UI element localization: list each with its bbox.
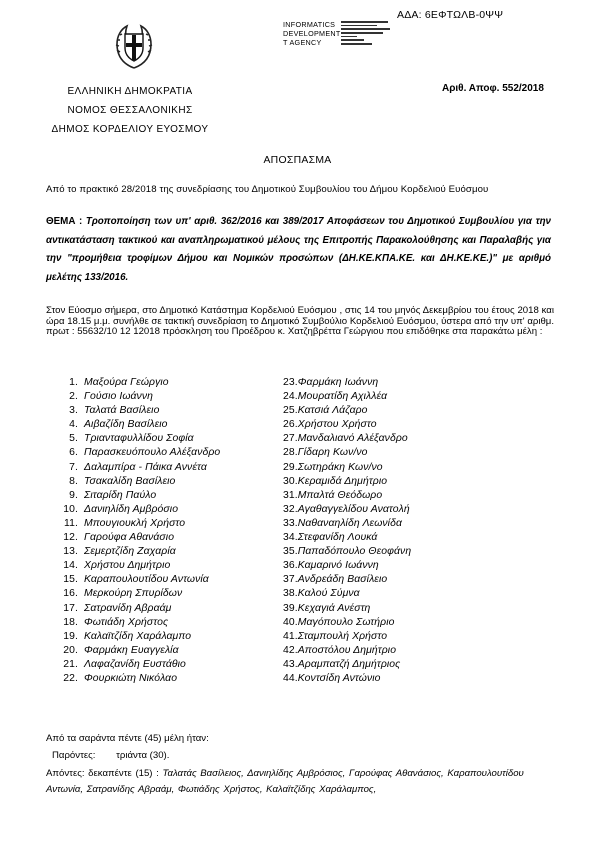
member-number: 42. <box>283 644 298 656</box>
member-name: Καμαρινό Ιωάννη <box>297 560 379 572</box>
member-name: Παπαδόπουλο Θεοφάνη <box>297 546 412 558</box>
member-number: 28. <box>283 447 298 459</box>
member-name: Γούσιο Ιωάννη <box>84 391 154 403</box>
member-item <box>283 616 503 630</box>
subject-label: ΘΕΜΑ : <box>46 216 83 227</box>
member-number: 13. <box>63 546 78 558</box>
member-item <box>283 630 503 644</box>
member-item <box>283 376 503 390</box>
member-item <box>283 573 503 587</box>
member-number: 36. <box>283 560 298 572</box>
member-name: Μπαλτά Θεόδωρο <box>297 489 383 501</box>
member-number: 10. <box>63 503 78 515</box>
minutes-reference: Από το πρακτικό 28/2018 της συνεδρίασης του Δημοτικού Συμβουλίου του Δήμου Κορδελιού Ευόσμου <box>46 184 489 195</box>
member-name: Μανδαλιανό Αλέξανδρο <box>297 433 408 445</box>
member-number: 12. <box>63 532 78 544</box>
member-name: Ναθαναηλίδη Λεωνίδα <box>297 517 402 529</box>
member-name: Ταλατά Βασίλειο <box>84 405 160 417</box>
member-number: 20. <box>63 644 78 656</box>
member-item <box>60 630 280 644</box>
member-name: Λαφαζανίδη Ευστάθιο <box>84 658 186 670</box>
member-number: 17. <box>63 602 78 614</box>
member-name: Καλού Σύμνα <box>297 588 360 600</box>
member-number: 30. <box>283 475 298 487</box>
ida-text-line: T AGENCY <box>283 38 322 47</box>
member-number: 22. <box>63 672 78 684</box>
member-name: Σατρανίδη Αβραάμ <box>84 602 172 614</box>
ida-logo <box>283 20 395 54</box>
member-name: Δαλαμπίρα - Πάικα Αννέτα <box>84 461 207 473</box>
member-number: 35. <box>283 546 298 558</box>
member-name: Μπουγιουκλή Χρήστο <box>84 517 186 529</box>
member-item <box>60 432 280 446</box>
member-item <box>283 489 503 503</box>
member-name: Χρήστου Δημήτριο <box>84 560 171 572</box>
member-name: Κεχαγιά Ανέστη <box>297 602 371 614</box>
document-title: ΑΠΟΣΠΑΣΜΑ <box>263 155 332 166</box>
present-line <box>52 750 169 761</box>
member-name: Αγαθαγγελίδου Ανατολή <box>297 503 410 515</box>
greek-emblem-icon <box>113 22 155 70</box>
member-item <box>283 517 503 531</box>
member-name: Αποστόλου Δημήτριο <box>297 644 397 656</box>
member-name: Γίδαρη Κων/νο <box>297 447 368 459</box>
member-name: Μαγόπουλο Σωτήριο <box>297 616 395 628</box>
member-name: Αιβαζίδη Βασίλειο <box>84 419 168 431</box>
absent-paragraph <box>46 766 556 797</box>
member-item <box>283 672 503 686</box>
member-item <box>283 545 503 559</box>
member-name: Φωτιάδη Χρήστος <box>84 616 169 628</box>
member-number: 32. <box>283 503 298 515</box>
member-name: Κατσιά Λάζαρο <box>297 405 368 417</box>
member-item <box>283 503 503 517</box>
member-number: 21. <box>63 658 78 670</box>
member-name: Μερκούρη Σπυρίδων <box>84 588 183 600</box>
member-number: 5. <box>69 433 78 445</box>
member-number: 29. <box>283 461 298 473</box>
member-number: 44. <box>283 672 298 684</box>
member-number: 37. <box>283 574 298 586</box>
issuer-line-republic: ΕΛΛΗΝΙΚΗ ΔΗΜΟΚΡΑΤΙΑ <box>67 86 193 97</box>
member-item <box>60 390 280 404</box>
member-item <box>283 432 503 446</box>
member-item <box>60 517 280 531</box>
issuer-line-municipality: ΔΗΜΟΣ ΚΟΡΔΕΛΙΟΥ ΕΥΟΣΜΟΥ <box>51 124 209 135</box>
member-name: Σεμερτζίδη Ζαχαρία <box>84 546 176 558</box>
ida-fine-print-stamp <box>341 21 393 47</box>
member-item <box>60 531 280 545</box>
member-item <box>60 602 280 616</box>
ada-code: ΑΔΑ: 6ΕΦΤΩΛΒ-0ΨΨ <box>397 9 504 21</box>
member-name: Φαρμάκη Ιωάννη <box>297 377 379 388</box>
member-name: Ανδρεάδη Βασίλειο <box>297 574 388 586</box>
member-item <box>283 404 503 418</box>
member-number: 43. <box>283 658 298 670</box>
member-number: 26. <box>283 419 298 431</box>
attendance-intro: Από τα σαράντα πέντε (45) μέλη ήταν: <box>46 733 209 744</box>
member-item <box>60 573 280 587</box>
member-number: 34. <box>283 532 298 544</box>
absent-label: Απόντες: δεκαπέντε (15) : <box>46 768 159 779</box>
member-number: 7. <box>69 461 78 473</box>
member-number: 11. <box>64 517 78 529</box>
member-item <box>60 616 280 630</box>
member-number: 19. <box>63 630 78 642</box>
absent-names: Ταλατάς Βασίλειος, Δανιηλίδης Αμβρόσιος, Γαρούφας Αθανάσιος, Καραπουλουτίδου Αντωνία, Σατρανίδης Αβραάμ, Φωτιάδης Χρήστος, Καλαϊτζίδης Χαράλαμπος, <box>46 768 524 795</box>
member-name: Στεφανίδη Λουκά <box>297 532 378 544</box>
intro-paragraph: Στον Εύοσμο σήμερα, στο Δημοτικό Κατάστημα Κορδελιού Ευόσμου , στις 14 του μηνός Δεκεμβρίου του έτους 2018 και ώρα 18.15 μ.μ. συνήλθε σε τακτική συνεδρίαση το Δημοτικό Συμβούλιο Κορδελιού Ευόσμου, ύστερα από την υπ' αριθμ. πρωτ : 55632/10 12 12018 πρόσκληση του Προέδρου κ. Χατζηβρέττα Γεώργιου που επιδόθηκε στα παρακάτω μέλη : <box>46 305 554 338</box>
member-name: Φουρκιώτη Νικόλαο <box>84 672 178 684</box>
member-item <box>283 658 503 672</box>
member-name: Σιταρίδη Παύλο <box>84 489 157 501</box>
member-number: 18. <box>63 616 78 628</box>
member-number: 39. <box>283 602 298 614</box>
member-item <box>283 446 503 460</box>
subject-text: Τροποποίηση των υπ' αριθ. 362/2016 και 389/2017 Αποφάσεων του Δημοτικού Συμβουλίου για την αντικατάσταση τακτικού και αναπληρωματικού μέλους της Επιτροπής Παρακολούθησης και Παραλαβής για την "προμήθεια τροφίμων Δήμου και Νομικών προσώπων (ΔΗ.ΚΕ.ΚΠΑ.ΚΕ. και ΔΗ.ΚΕ.ΚΕ.)" με αριθμό μελέτης 133/2016. <box>46 216 552 283</box>
member-number: 2. <box>69 391 78 403</box>
present-value: τριάντα (30). <box>116 750 170 761</box>
member-name: Δανιηλίδη Αμβρόσιο <box>84 503 179 515</box>
member-number: 25. <box>283 405 298 417</box>
member-item <box>283 644 503 658</box>
member-number: 33. <box>283 517 298 529</box>
member-name: Αραμπατζή Δημήτριος <box>297 658 401 670</box>
member-name: Τριανταφυλλίδου Σοφία <box>84 433 194 445</box>
member-name: Μουρατίδη Αχιλλέα <box>297 391 388 403</box>
member-name: Παρασκευόπουλο Αλέξανδρο <box>84 447 221 459</box>
member-number: 14. <box>63 560 78 572</box>
member-item <box>60 489 280 503</box>
member-item <box>60 587 280 601</box>
member-item <box>60 376 280 390</box>
member-number: 31. <box>283 489 298 501</box>
member-name: Καραπουλουτίδου Αντωνία <box>84 574 209 586</box>
member-item <box>283 559 503 573</box>
member-item <box>60 475 280 489</box>
member-name: Τσακαλίδη Βασίλειο <box>84 475 176 487</box>
decision-number: Αριθ. Αποφ. 552/2018 <box>442 83 544 94</box>
member-item <box>60 559 280 573</box>
member-number: 4. <box>69 419 78 431</box>
member-name: Χρήστου Χρήστο <box>297 419 377 431</box>
member-item <box>60 503 280 517</box>
member-item <box>60 658 280 672</box>
present-label: Παρόντες: <box>52 750 96 761</box>
member-name: Γαρούφα Αθανάσιο <box>84 532 175 544</box>
members-column-2 <box>283 376 503 686</box>
member-item <box>283 418 503 432</box>
ida-text-line: DEVELOPMENT <box>283 29 341 38</box>
member-item <box>60 404 280 418</box>
member-number: 41. <box>283 630 298 642</box>
member-item <box>283 531 503 545</box>
member-number: 23. <box>283 377 298 388</box>
member-item <box>60 644 280 658</box>
member-number: 8. <box>69 475 78 487</box>
member-number: 27. <box>283 433 298 445</box>
ida-text-line: INFORMATICS <box>283 20 336 29</box>
member-name: Σωτηράκη Κων/νο <box>297 461 383 473</box>
member-item <box>283 390 503 404</box>
member-item <box>60 461 280 475</box>
member-item <box>283 475 503 489</box>
member-item <box>60 672 280 686</box>
member-number: 1. <box>69 377 78 388</box>
member-number: 38. <box>283 588 298 600</box>
member-name: Φαρμάκη Ευαγγελία <box>84 644 179 656</box>
member-number: 3. <box>69 405 78 417</box>
member-item <box>283 461 503 475</box>
issuer-block <box>40 82 220 139</box>
member-name: Κεραμιδά Δημήτριο <box>297 475 388 487</box>
member-name: Κοντσίδη Αντώνιο <box>297 672 381 684</box>
member-number: 40. <box>283 616 298 628</box>
member-number: 9. <box>69 489 78 501</box>
member-name: Σταμπουλή Χρήστο <box>297 630 388 642</box>
member-name: Μαξούρα Γεώργιο <box>84 377 169 388</box>
member-item <box>60 446 280 460</box>
member-number: 24. <box>283 391 298 403</box>
member-item <box>60 418 280 432</box>
member-number: 16. <box>63 588 78 600</box>
member-item <box>283 602 503 616</box>
members-column-1 <box>60 376 280 686</box>
member-number: 6. <box>69 447 78 459</box>
member-item <box>283 587 503 601</box>
member-number: 15. <box>63 574 78 586</box>
issuer-line-prefecture: ΝΟΜΟΣ ΘΕΣΣΑΛΟΝΙΚΗΣ <box>67 105 193 116</box>
subject-paragraph <box>46 213 551 287</box>
member-item <box>60 545 280 559</box>
member-name: Καλαϊτζίδη Χαράλαμπο <box>84 630 192 642</box>
